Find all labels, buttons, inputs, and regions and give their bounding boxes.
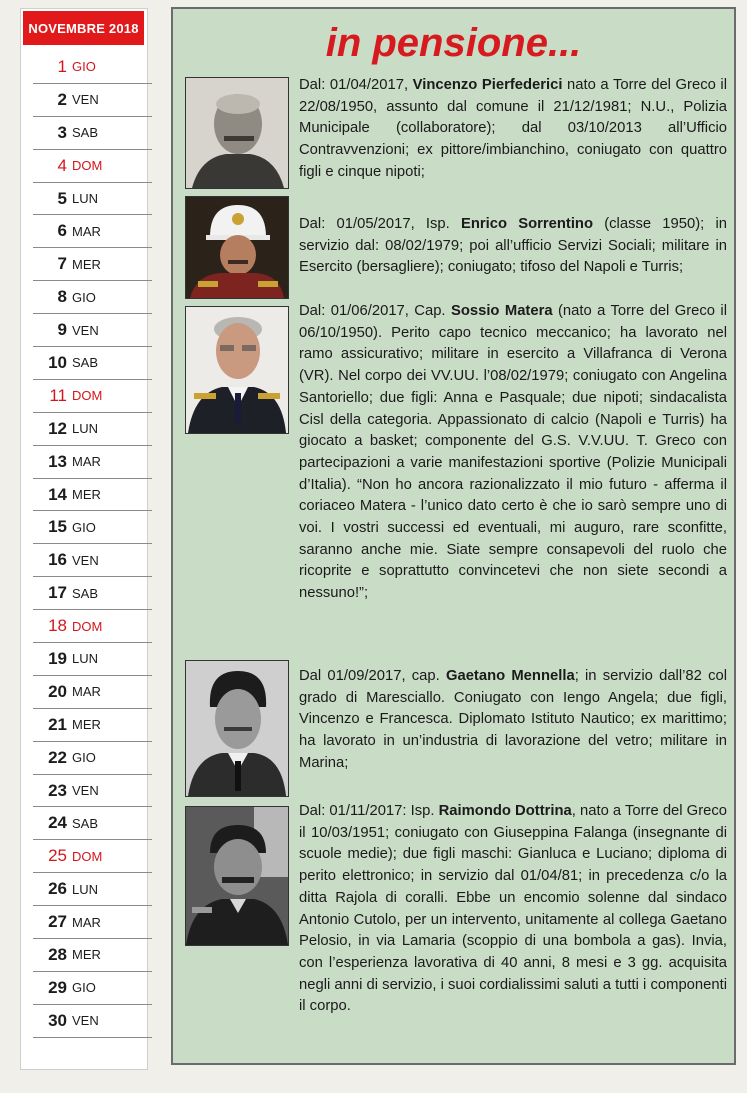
day-number: 29 (48, 977, 67, 997)
entry-mennella (299, 666, 727, 775)
calendar-day (33, 676, 152, 709)
day-number: 27 (48, 912, 67, 932)
calendar-day (33, 347, 152, 380)
calendar-day (33, 215, 152, 248)
entry-description: , nato a Torre del Greco il 10/03/1951; coniugato con Giuseppina Falanga (insegnante di scuole medie); due figli maschi: Gianluca e Luciano; diploma di perito elettronico; in servizio dal 01/04/81; in precedenza c/o la ditta Rajola di coralli. Ebbe un encomio solenne dal sindaco Antonio Cutolo, per un intervento, unitamente al collega Gaetano Pelosio, in via Lamaria (scoppio di una bombola a gas). Invia, con l’esperienza lavorativa di 40 anni, 8 mesi e 3 gg. acquisita negli anni di servizio, i suoi cordialissimi saluti a tutti i componenti il corpo. (299, 803, 727, 1015)
day-weekday: GIO (72, 519, 96, 535)
day-number: 10 (48, 352, 67, 372)
calendar-day (33, 906, 152, 939)
page-title: in pensione... (325, 21, 582, 65)
calendar-day (33, 511, 152, 544)
calendar-day (33, 446, 152, 479)
entry-date: Dal 01/09/2017, cap. (299, 668, 446, 684)
day-number: 15 (48, 517, 67, 537)
calendar-day (33, 939, 152, 972)
calendar-day (33, 380, 152, 413)
day-weekday: MER (72, 487, 101, 503)
day-weekday: SAB (72, 355, 99, 371)
day-number: 14 (48, 484, 67, 504)
portrait-photo-matera (185, 306, 289, 434)
calendar-day (33, 610, 152, 643)
day-number: 28 (48, 944, 67, 964)
calendar-day (33, 479, 152, 512)
retiree-name: Sossio Matera (450, 303, 553, 319)
day-number: 3 (57, 122, 67, 142)
calendar-day (33, 413, 152, 446)
day-weekday: LUN (72, 651, 99, 667)
day-weekday: MAR (72, 914, 101, 930)
day-weekday: VEN (72, 783, 99, 799)
entry-description: (classe 1950); in servizio dal: 08/02/1979; poi all’ufficio Servizi Sociali; militare in Esercito (bersagliere); coniugato; tifoso del Napoli e Turris; (299, 216, 727, 276)
entry-description: nato a Torre del Greco il 22/08/1950, assunto dal comune il 21/12/1981; N.U., Polizia Municipale (collaboratore); dal 03/10/2013 all’Ufficio Contravvenzioni; ex pittore/imbianchino, coniugato con quattro figli e cinque nipoti; (299, 77, 727, 180)
day-number: 2 (57, 89, 67, 109)
calendar-day (33, 775, 152, 808)
day-weekday: MER (72, 947, 101, 963)
retiree-name: Gaetano Mennella (445, 668, 575, 684)
day-number: 11 (49, 385, 67, 405)
entry-dottrina (299, 801, 727, 1018)
day-number: 8 (57, 287, 67, 307)
day-number: 23 (48, 780, 67, 800)
calendar-day (33, 643, 152, 676)
day-weekday: VEN (72, 1013, 99, 1029)
day-number: 18 (48, 616, 67, 636)
day-number: 19 (48, 648, 67, 668)
day-weekday: GIO (72, 980, 96, 996)
day-weekday: LUN (72, 421, 99, 437)
day-weekday: MAR (72, 223, 101, 239)
entry-description: (nato a Torre del Greco il 06/10/1950). Perito capo tecnico meccanico; ha lavorato nel ramo assicurativo; militare in esercito a Villafranca di Verona (VR). Nel corpo dei VV.UU. l’08/02/1979; coniugato con Angelina Santoriello; due figli: Anna e Pasquale; due nipoti; sindacalista Cisl della categoria. Appassionato di calcio (Napoli e Turris) ha giocato a basket; componente del G.S. V.V.UU. T. Greco con partecipazioni a varie manifestazioni sportive (Polizie Municipali d’Italia). “Non ho ancora razionalizzato il mio futuro - afferma il coriaceo Matera - l’unico dato certo è che io sarò sempre uno di voi. I vostri successi ed eventuali, mi auguro, rare sconfitte, saranno anche mie. Siate sempre consapevoli del ruolo che ricoprite e soprattutto convincetevi che non siete secondi a nessuno!”; (299, 303, 728, 602)
calendar-day (33, 840, 152, 873)
day-number: 6 (57, 221, 67, 241)
day-number: 4 (57, 155, 67, 175)
day-weekday: MAR (72, 454, 101, 470)
entry-sorrentino (299, 214, 727, 279)
portrait-photo-dottrina (185, 806, 289, 946)
entry-date: Dal: 01/11/2017: Isp. (299, 803, 439, 819)
day-weekday: SAB (72, 815, 99, 831)
entry-date: Dal: 01/04/2017, (299, 77, 413, 93)
calendar-day (33, 183, 152, 216)
day-weekday: MER (72, 717, 101, 733)
day-number: 16 (48, 550, 67, 570)
calendar-day (33, 1005, 152, 1038)
calendar-day (33, 84, 152, 117)
entry-matera (299, 301, 727, 605)
day-weekday: GIO (72, 59, 96, 75)
portrait-photo-pierfederici (185, 77, 289, 189)
calendar-day (33, 742, 152, 775)
day-weekday: VEN (72, 92, 99, 108)
calendar-strip (20, 8, 148, 1070)
day-weekday: LUN (72, 881, 99, 897)
portrait-icon (186, 78, 288, 188)
calendar-day (33, 709, 152, 742)
calendar-day (33, 281, 152, 314)
day-number: 20 (48, 681, 67, 701)
day-weekday: MAR (72, 684, 101, 700)
retiree-name: Enrico Sorrentino (460, 216, 594, 232)
calendar-day-list (33, 51, 152, 1038)
day-number: 21 (48, 714, 67, 734)
portrait-icon (186, 307, 288, 433)
day-number: 7 (57, 254, 67, 274)
portrait-photo-sorrentino (185, 196, 289, 299)
day-weekday: GIO (72, 289, 96, 305)
entry-description: ; in servizio dall’82 col grado di Maresciallo. Coniugato con Iengo Angela; due figli, Vincenzo e Francesca. Diplomato Istituto Nautico; ex marittimo; ha lavorato in un’industria di lavorazione del vetro; militare in Marina; (299, 668, 727, 771)
day-weekday: DOM (72, 848, 103, 864)
retiree-name: Raimondo Dottrina (438, 803, 572, 819)
day-weekday: SAB (72, 585, 99, 601)
calendar-day (33, 544, 152, 577)
calendar-day (33, 150, 152, 183)
calendar-day (33, 314, 152, 347)
day-weekday: DOM (72, 388, 103, 404)
day-weekday: GIO (72, 750, 96, 766)
day-number: 13 (48, 451, 67, 471)
day-number: 26 (48, 879, 67, 899)
retiree-name: Vincenzo Pierfederici (412, 77, 563, 93)
portrait-icon (186, 807, 288, 945)
portrait-icon (186, 197, 288, 298)
day-weekday: LUN (72, 191, 99, 206)
day-number: 25 (48, 846, 67, 866)
day-number: 1 (57, 56, 67, 76)
calendar-day (33, 873, 152, 906)
day-weekday: VEN (72, 552, 99, 568)
calendar-day (33, 248, 152, 281)
portrait-photo-mennella (185, 660, 289, 797)
calendar-month-header: NOVEMBRE 2018 (23, 11, 144, 45)
entry-date: Dal: 01/06/2017, Cap. (299, 303, 451, 319)
day-weekday: MER (72, 256, 101, 272)
day-weekday: DOM (72, 158, 103, 174)
day-number: 9 (57, 320, 67, 340)
day-number: 12 (48, 418, 67, 438)
entry-date: Dal: 01/05/2017, Isp. (299, 216, 461, 232)
calendar-day (33, 972, 152, 1005)
portrait-icon (186, 661, 288, 796)
day-weekday: VEN (72, 322, 99, 338)
calendar-day (33, 807, 152, 840)
day-number: 30 (48, 1010, 67, 1030)
calendar-day (33, 117, 152, 150)
day-weekday: SAB (72, 125, 99, 141)
day-number: 24 (48, 813, 67, 833)
entry-pierfederici (299, 75, 727, 184)
day-number: 5 (57, 188, 67, 208)
calendar-day (33, 577, 152, 610)
day-number: 22 (48, 747, 67, 767)
retirement-panel (171, 7, 736, 1065)
day-weekday: DOM (72, 618, 103, 634)
day-number: 17 (48, 583, 67, 603)
calendar-day (33, 51, 152, 84)
